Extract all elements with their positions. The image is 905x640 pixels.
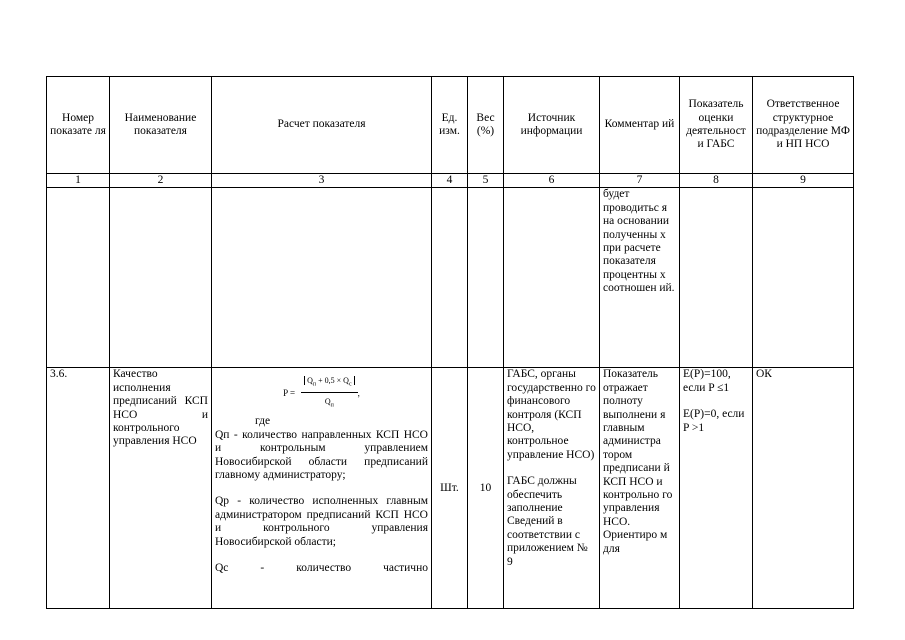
comment-line: показателя [603,255,656,268]
comment-line: Ориентиро [603,529,658,542]
indicator-responsible: ОК [753,368,854,609]
indicator-table [46,76,854,609]
column-number-row [47,174,854,188]
header-name: Наименование показателя [110,77,212,174]
comment-line: процентны [603,268,657,281]
source-text: ГАБС, органы государственно го финансового контроля (КСП НСО, контрольное управление НСО) [507,368,596,461]
indicator-source [504,368,600,609]
comment-line: НСО. [603,515,631,528]
continuation-row [47,188,854,368]
indicator-unit: Шт. [432,368,468,609]
header-calculation: Расчет показателя [212,77,432,174]
column-number: 3 [212,174,432,188]
header-unit: Ед. изм. [432,77,468,174]
formula [215,374,428,413]
comment-line: х [659,268,666,281]
column-number: 9 [753,174,854,188]
calc-definition-qp: Qп - количество направленных КСП НСО и контрольным управлением Новосибирской области предписаний главному администратору; [215,428,428,482]
formula-numerator: $Q_п + 0,5 \times Q_с$ [301,374,357,393]
header-source: Источник информации [504,77,600,174]
column-number: 2 [110,174,212,188]
score-condition-2: E(P)=0, если P >1 [683,408,745,434]
indicator-calculation [212,368,432,609]
formula-fraction [301,374,357,413]
comment-line: администра [603,435,661,448]
calc-definition-qc: Qс - количество частично [215,562,428,575]
header-row [47,77,854,174]
indicator-number: 3.6. [47,368,110,609]
where-label: где [255,415,271,428]
indicator-score [680,368,753,609]
indicator-name: Качество исполнения предписаний КСП НСО и контрольного управления НСО [110,368,212,609]
comment-line: выполнени [603,408,658,421]
calc-definition-qr: Qр - количество исполненных главным администратором предписаний КСП НСО и контрольного управления Новосибирской области; [215,495,428,548]
formula-lhs: P = [283,388,296,399]
formula-tail: , [357,388,360,399]
comment-line: предписани [603,462,661,475]
header-responsible: Ответственное структурное подразделение МФ и НП НСО [753,77,854,174]
comment-line: контрольно [603,489,660,502]
comment-line: я главным [603,408,666,435]
comment-line: х при [603,228,666,255]
comment-line: полноту [603,395,643,408]
indicator-row-3-6 [47,368,854,609]
indicator-weight: 10 [468,368,504,609]
comment-line: НСО и [629,475,663,488]
column-number: 7 [600,174,680,188]
header-comment: Комментар ий [600,77,680,174]
column-number: 6 [504,174,600,188]
comment-line: м для [603,529,668,555]
comment-line: проводитьс [603,201,659,214]
comment-line: отражает [603,381,648,394]
comment-line: расчете [623,242,661,255]
score-condition-1: E(P)=100, если P ≤1 [683,368,731,394]
indicator-comment [600,368,680,609]
header-score: Показатель оценки деятельност и ГАБС [680,77,753,174]
continuation-comment-cell [600,188,680,368]
comment-line: ий. [659,282,675,295]
formula-denominator: $Q_п$ [324,397,334,409]
comment-line: тором [603,448,633,461]
source-note: ГАБС должны обеспечить заполнение Сведений в соответствии с приложением № 9 [507,475,588,568]
column-number: 1 [47,174,110,188]
comment-line: будет [603,188,630,201]
comment-line: полученны [603,228,658,241]
comment-line: я на [603,201,667,228]
header-weight: Вес (%) [468,77,504,174]
header-number: Номер показате ля [47,77,110,174]
column-number: 5 [468,174,504,188]
comment-line: Показатель [603,368,659,381]
column-number: 4 [432,174,468,188]
comment-line: основании [617,215,670,228]
comment-line: й КСП [603,462,670,488]
comment-line: управления [603,502,660,515]
column-number: 8 [680,174,753,188]
comment-line: соотношен [603,282,657,295]
comment-line: го [662,489,673,502]
